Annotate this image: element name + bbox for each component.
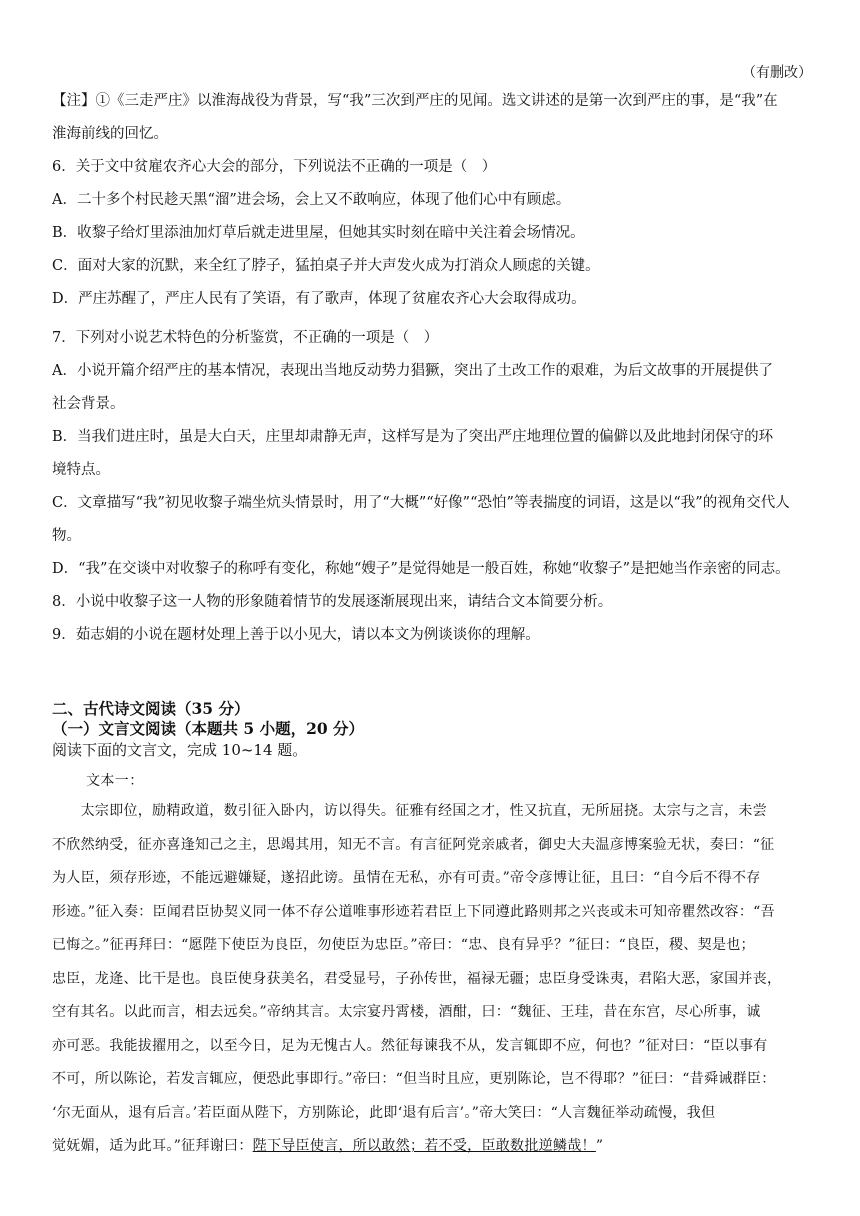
passage-line: 空有其名。以此而言，相去远矣。”帝纳其言。太宗宴丹霄楼，酒酣，曰：“魏征、王珪，昔在东宫，尽心所事，诚 [52,1004,761,1020]
option-a-continued: 社会背景。 [52,396,125,412]
text-one-label: 文本一： [86,773,144,789]
passage-line: 忠臣，龙逄、比干是也。良臣使身获美名，君受显号，子孙传世，福禄无疆；忠臣身受诛夷，君陷大恶，家国并丧， [52,970,782,987]
section-title: 二、古代诗文阅读（35 分） [52,699,250,718]
question-9: 9．茹志娟的小说在题材处理上善于以小见大，请以本文为例谈谈你的理解。 [52,627,540,643]
note-line-1: 【注】①《三走严庄》以淮海战役为背景，写“我”三次到严庄的见闻。选文讲述的是第一次到严庄的事，是“我”在 [52,93,778,109]
passage-line: 亦可恶。我能拔擢用之，以至今日，足为无愧古人。然征每谏我不从，发言辄即不应，何也？”征对曰：“臣以事有 [52,1037,768,1054]
passage-line: 已悔之。”征再拜曰：“愿陛下使臣为良臣，勿使臣为忠臣。”帝曰：“忠、良有异乎？”征曰：“良臣，稷、契是也； [52,937,755,953]
option-a: A．二十多个村民趁天黑“溜”进会场，会上又不敢响应，体现了他们心中有顾虑。 [52,192,571,208]
passage-line: 太宗即位，励精政道，数引征入卧内，访以得失。征雅有经国之才，性又抗直，无所屈挠。太宗与之言，未尝 [52,803,767,819]
option-b: B．当我们进庄时，虽是大白天，庄里却肃静无声，这样写是为了突出严庄地理位置的偏僻以及此地封闭保守的环 [52,429,774,445]
note-line-2: 淮海前线的回忆。 [52,126,168,142]
option-b-continued: 境特点。 [52,462,110,478]
option-a: A．小说开篇介绍严庄的基本情况，表现出当地反动势力猖獗，突出了土改工作的艰难，为后文故事的开展提供了 [52,363,773,379]
passage-line: 不欣然纳受，征亦喜逢知己之主，思竭其用，知无不言。有言征阿党亲戚者，御史大夫温彦博案验无状，奏曰：“征 [52,836,775,853]
revised-note: （有删改） [742,65,812,81]
passage-last-line [52,1130,812,1164]
subsection-title: （一）文言文阅读（本题共 5 小题，20 分） [52,719,365,738]
option-d: D．严庄苏醒了，严庄人民有了笑语，有了歌声，体现了贫雇农齐心大会取得成功。 [52,291,586,307]
passage-line: 觉妩媚，适为此耳。”征拜谢曰： [52,1138,253,1154]
question-7 [52,322,812,652]
option-c-continued: 物。 [52,528,81,544]
option-c: C．面对大家的沉默，来全红了脖子，猛拍桌子并大声发火成为打消众人顾虑的关键。 [52,258,600,274]
question-8: 8．小说中收黎子这一人物的形象随着情节的发展逐渐展现出来，请结合文本简要分析。 [52,594,613,610]
passage-line: 不可，所以陈论，若发言辄应，便恐此事即行。”帝曰：“但当时且应，更别陈论，岂不得耶？”征曰：“昔舜诫群臣： [52,1071,776,1087]
annotation-note [52,85,812,151]
reading-instruction: 阅读下面的文言文，完成 10~14 题。 [52,741,308,759]
passage-line: 为人臣，须存形迹，不能远避嫌疑，遂招此谤。虽情在无私，亦有可责。”帝令彦博让征，且曰：“自今后不得不存 [52,870,761,886]
passage-line: ‘尔无面从，退有后言。’若臣面从陛下，方别陈论，此即‘退有后言’。”帝大笑曰：“人言魏征举动疏慢，我但 [52,1104,716,1121]
option-b: B．收黎子给灯里添油加灯草后就走进里屋，但她其实时刻在暗中关注着会场情况。 [52,225,585,241]
question-stem: 7．下列对小说艺术特色的分析鉴赏，不正确的一项是（ ） [52,330,439,346]
question-6 [52,151,812,316]
question-stem: 6．关于文中贫雇农齐心大会的部分，下列说法不正确的一项是（ ） [52,159,497,175]
underlined-sentence: 陛下导臣使言，所以敢然；若不受，臣敢数批逆鳞哉！ [252,1138,596,1154]
closing-quote: ” [595,1138,604,1154]
passage-line: 形迹。”征入奏：臣闻君臣协契义同一体不存公道唯事形迹若君臣上下同遵此路则邦之兴丧或未可知帝瞿然改容：“吾 [52,903,775,920]
option-d: D．“我”在交谈中对收黎子的称呼有变化，称她“嫂子”是觉得她是一般百姓，称她“收黎子”是把她当作亲密的同志。 [52,561,790,577]
option-c: C．文章描写“我”初见收黎子端坐炕头情景时，用了“大概”“好像”“恐怕”等表揣度的词语，这是以“我”的视角交代人 [52,495,790,511]
classical-passage [52,795,812,1164]
